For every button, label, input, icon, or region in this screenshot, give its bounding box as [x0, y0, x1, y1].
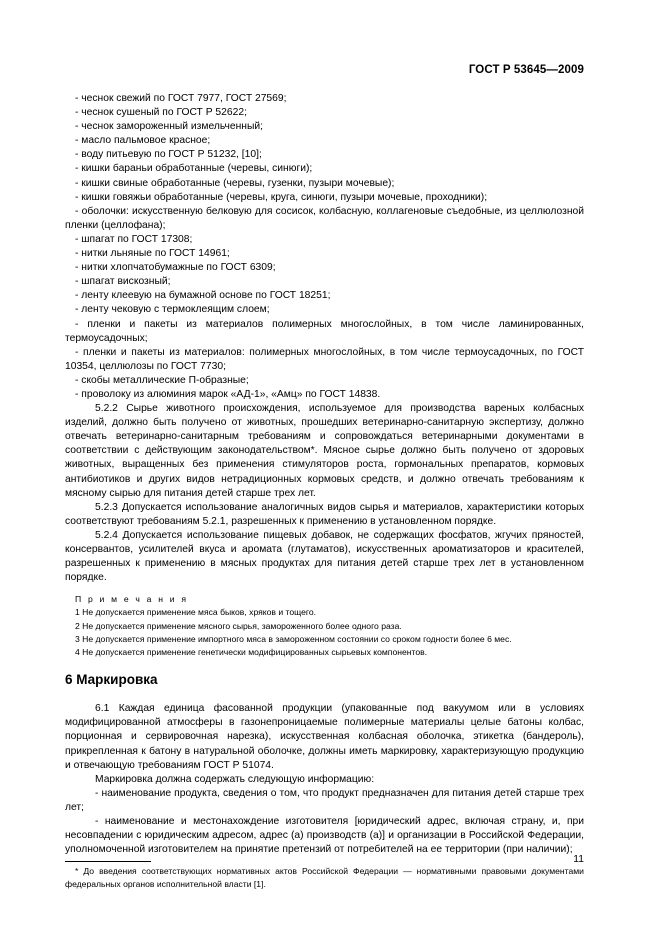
list-item: - ленту клеевую на бумажной основе по ГОСТ 18251; — [75, 290, 331, 302]
notes-title: П р и м е ч а н и я — [75, 594, 189, 605]
list-item: - наименование продукта, сведения о том, что продукт предназначен для питания детей старше трех лет; — [65, 787, 584, 813]
list-item: - воду питьевую по ГОСТ Р 51232, [10]; — [75, 149, 262, 161]
note-item: 4 Не допускается применение генетически модифицированных сырьевых компонентов. — [75, 647, 428, 658]
clause-5-2-2: 5.2.2 Сырье животного происхождения, используемое для производства вареных колбасных изделий, должно быть получено от животных, прошедших ветеринарно-санитарную экспертизу, должно отвечать ветеринарно-санитарным требованиям и сопровождаться ветеринарными документами в соответствии с действующим законодательством*. Мясное сырье должно быть получено от здоровых животных, выращенных без применения стимуляторов роста, гормональных препаратов, кормовых антибиотиков и других видов нетрадиционных кормовых средств, и должно отвечать требованиям к мясному сырью для питания детей старше трех лет. — [65, 403, 584, 499]
note-item: 2 Не допускается применение мясного сырья, замороженного более одного раза. — [75, 620, 402, 631]
clause-5-2-3: 5.2.3 Допускается использование аналогичных видов сырья и материалов, характеристики которых соответствуют требованиям 5.2.1, разрешенных к применению в установленном порядке. — [65, 501, 584, 527]
list-item: - скобы металлические П-образные; — [75, 374, 249, 386]
clause-5-2-4: 5.2.4 Допускается использование пищевых добавок, не содержащих фосфатов, жгучих пряностей, консервантов, усилителей вкуса и аромата (глутаматов), искусственных ароматизаторов и красителей, разрешенных к применению в мясных продуктах для питания детей старше трех лет в установленном порядке. — [65, 529, 584, 584]
note-item: 3 Не допускается применение импортного мяса в замороженном состоянии со сроком годности более 6 мес. — [75, 633, 512, 644]
note-item: 1 Не допускается применение мяса быков, хряков и тощего. — [75, 607, 317, 618]
footnote-divider — [65, 861, 151, 862]
page-number: 11 — [573, 854, 584, 865]
list-item: - чеснок сушеный по ГОСТ Р 52622; — [75, 107, 247, 119]
list-item: - нитки льняные по ГОСТ 14961; — [75, 248, 230, 260]
list-item: - кишки бараньи обработанные (черевы, синюги); — [75, 163, 313, 175]
list-item: - пленки и пакеты из материалов полимерных многослойных, в том числе ламинированных, термоусадочных; — [65, 318, 584, 344]
list-item: - ленту чековую с термоклеящим слоем; — [75, 304, 270, 316]
list-item: - нитки хлопчатобумажные по ГОСТ 6309; — [75, 262, 276, 274]
footnote: * До введения соответствующих нормативных актов Российской Федерации — нормативными правовыми документами федеральных органов исполнительной власти [1]. — [65, 866, 584, 890]
list-item: - чеснок свежий по ГОСТ 7977, ГОСТ 27569; — [75, 93, 287, 104]
list-item: - кишки свиные обработанные (черевы, гузенки, пузыри мочевые); — [75, 177, 395, 189]
clause-6-1: 6.1 Каждая единица фасованной продукции (упакованные под вакуумом или в условиях модифицированной атмосферы в газонепроницаемые полимерные материалы целые батоны колбас, порционная и сервировочная нарезка), искусственная колбасная оболочка, этикетка (бандероль), прикрепленная к батону в натуральной оболочке, должны иметь маркировку, характеризующую продукцию и отвечающую требованиям ГОСТ Р 51074. — [65, 703, 584, 771]
list-item: - шпагат вискозный; — [75, 276, 171, 288]
list-item: - масло пальмовое красное; — [75, 135, 211, 147]
page-body — [65, 92, 584, 891]
section-heading-marking: 6 Маркировка — [65, 672, 158, 688]
list-item: - пленки и пакеты из материалов: полимерных многослойных, в том числе термоусадочных, по ГОСТ 10354, целлюлозы по ГОСТ 7730; — [65, 346, 584, 372]
notes-block — [65, 593, 584, 659]
list-item: - шпагат по ГОСТ 17308; — [75, 233, 193, 245]
list-item: - наименование и местонахождение изготовителя [юридический адрес, включая страну, и, при несовпадении с юридическим адресом, адрес (а) производств (а)] и организации в Российской Федерации, уполномоченной изготовителем на принятие претензий от потребителей на ее территории (при наличии); — [65, 816, 584, 856]
list-item: - проволоку из алюминия марок «АД-1», «Амц» по ГОСТ 14838. — [75, 388, 381, 400]
materials-list — [65, 92, 584, 402]
list-item: - кишки говяжьи обработанные (черевы, круга, синюги, пузыри мочевые, проходники); — [75, 191, 488, 203]
list-item: - чеснок замороженный измельченный; — [75, 121, 263, 133]
marking-intro: Маркировка должна содержать следующую информацию: — [95, 773, 375, 785]
standard-code-header: ГОСТ Р 53645—2009 — [468, 64, 584, 76]
list-item: - оболочки: искусственную белковую для сосисок, колбасную, коллагеновые съедобные, из целлюлозной пленки (целлофана); — [65, 205, 584, 231]
